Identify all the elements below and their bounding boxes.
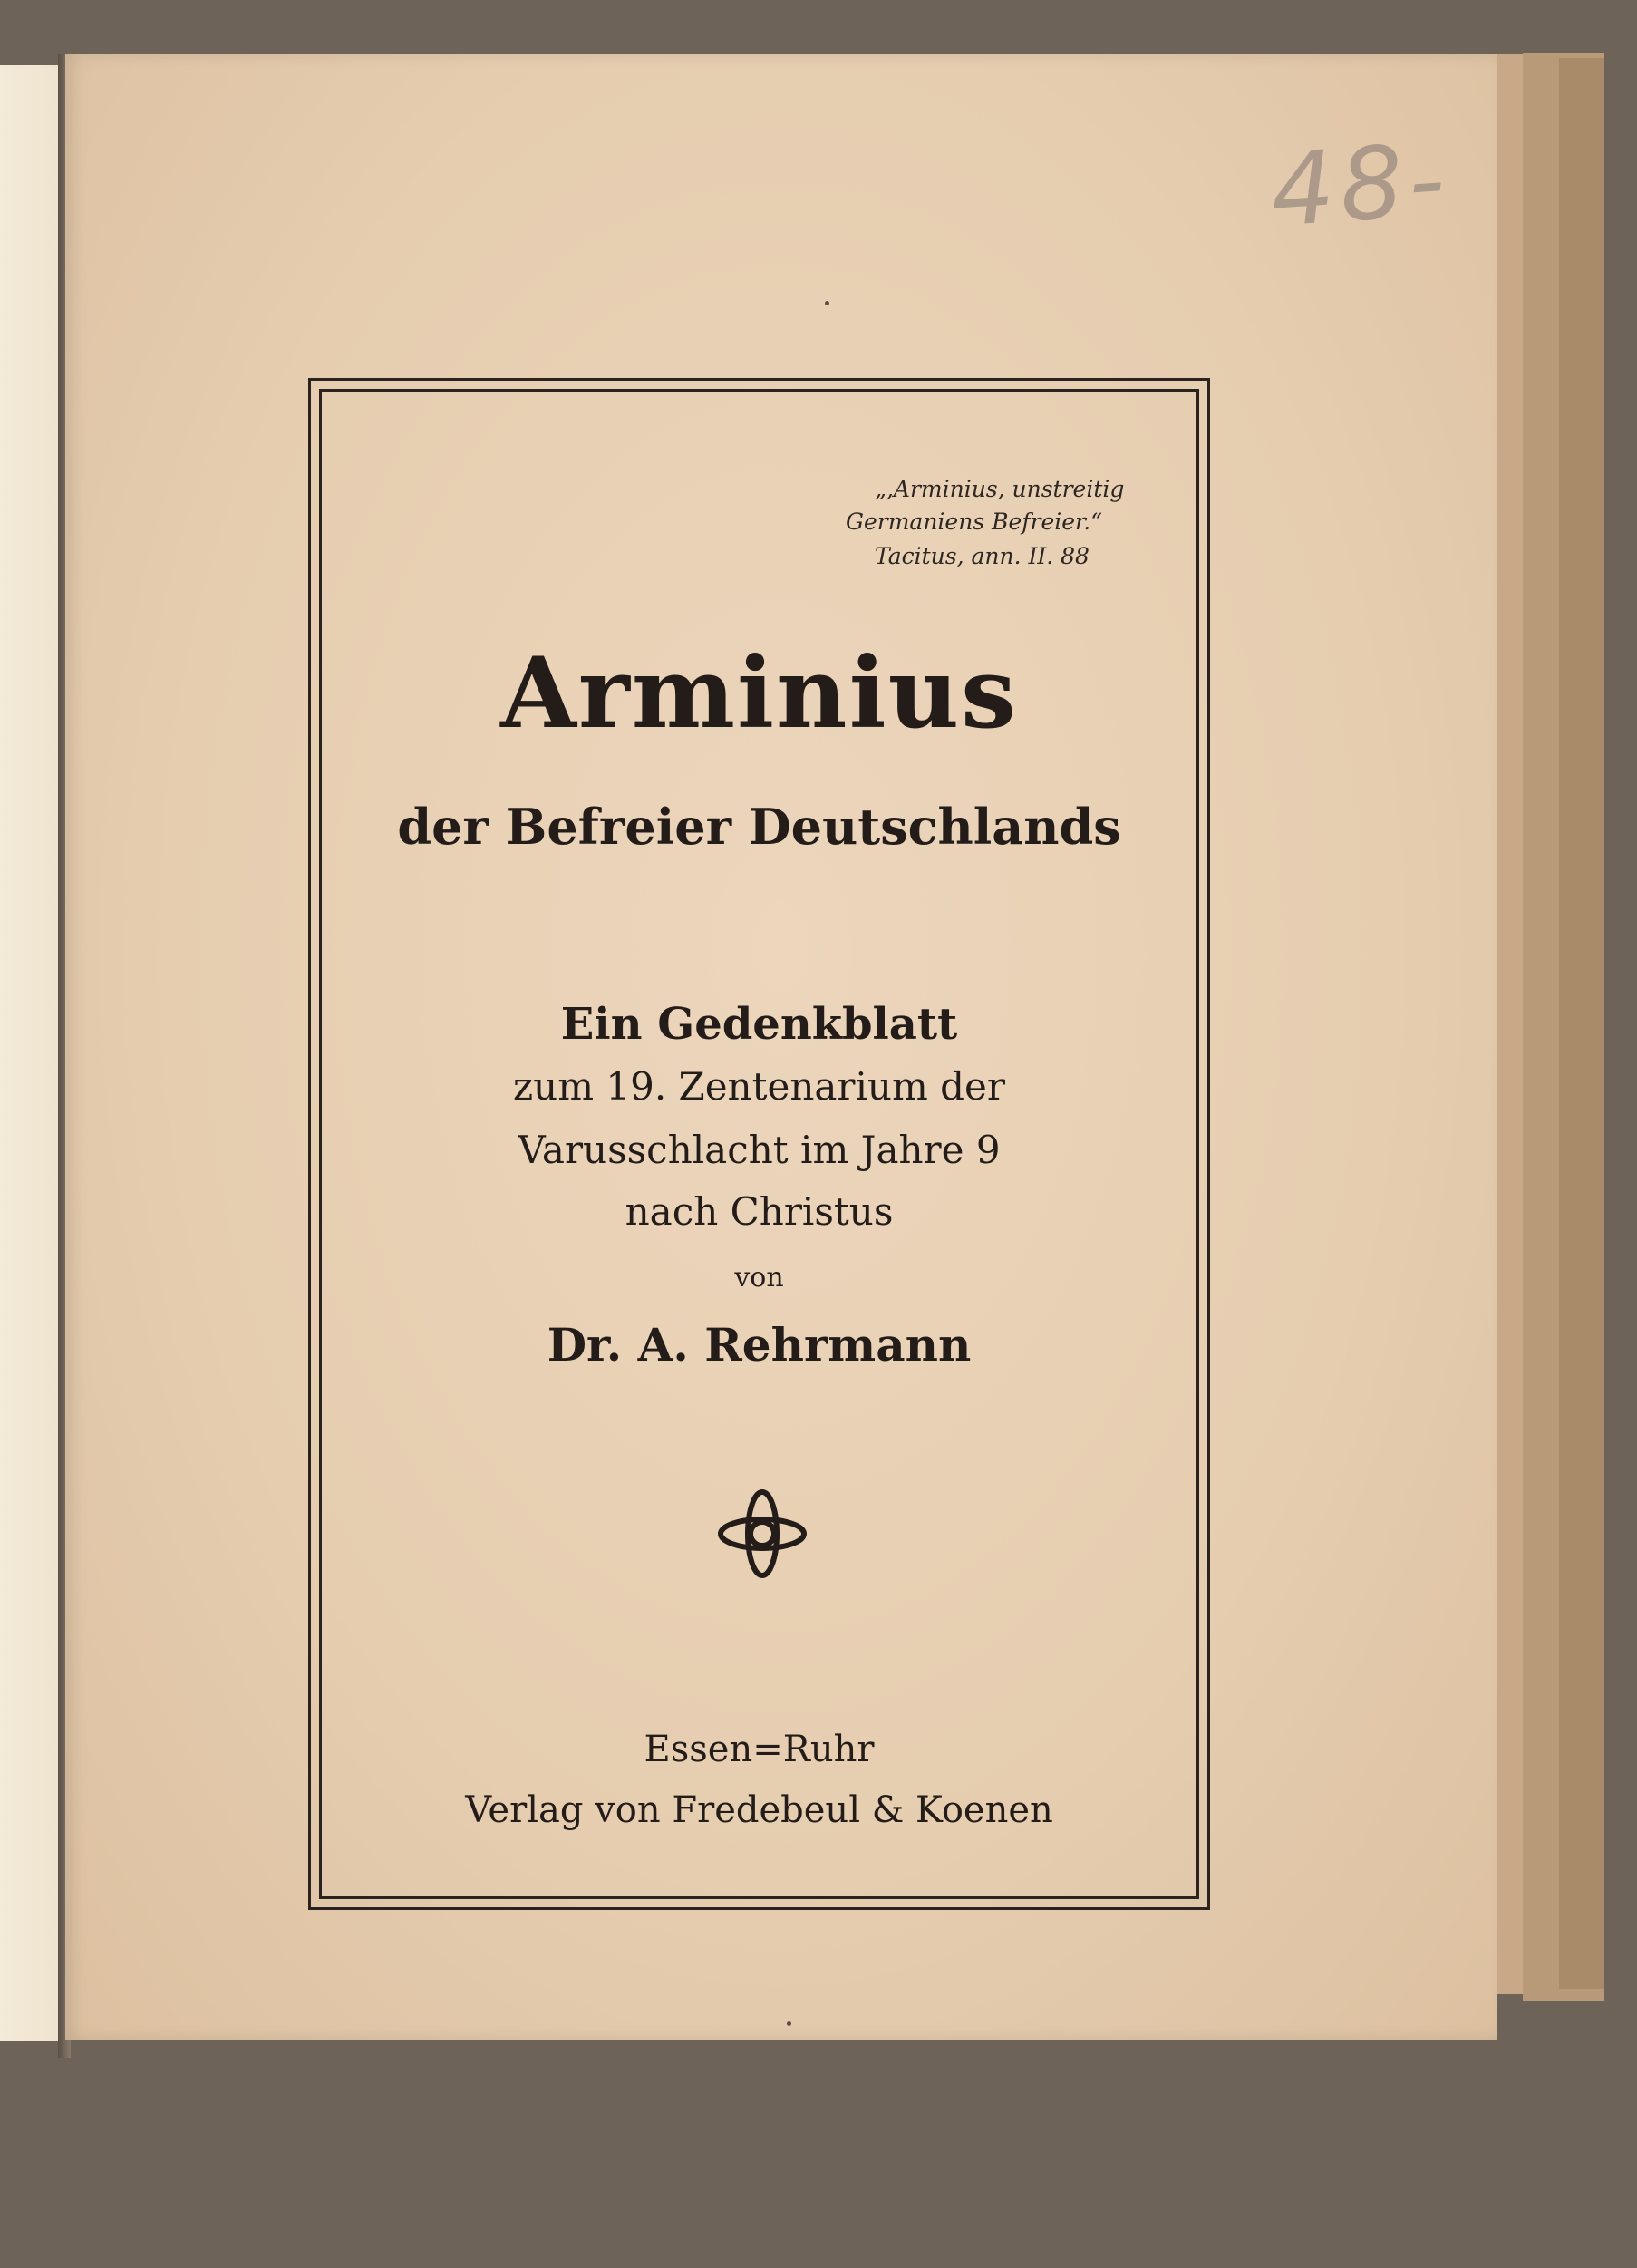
book-title: Arminius bbox=[500, 636, 1018, 751]
epigraph-source: Tacitus, ann. II. 88 bbox=[875, 543, 1090, 569]
paper-speck bbox=[787, 2021, 791, 2026]
quatrefoil-knot-icon bbox=[715, 1487, 809, 1581]
dedication-line-1: zum 19. Zentenarium der bbox=[513, 1064, 1005, 1109]
dedication-line-3: nach Christus bbox=[625, 1189, 894, 1234]
inner-border bbox=[319, 389, 1199, 1899]
dedication-line-2: Varusschlacht im Jahre 9 bbox=[518, 1128, 1001, 1172]
epigraph-line-1: „,Arminius, unstreitig bbox=[875, 476, 1125, 502]
publication-place: Essen=Ruhr bbox=[644, 1729, 875, 1770]
author-name: Dr. A. Rehrmann bbox=[547, 1318, 972, 1371]
page-edges-right-3 bbox=[1559, 58, 1604, 1989]
pencil-note: 48- bbox=[1266, 121, 1454, 249]
publisher: Verlag von Fredebeul & Koenen bbox=[465, 1789, 1053, 1831]
epigraph-line-2: Germaniens Befreier.“ bbox=[846, 509, 1102, 535]
title-page bbox=[65, 54, 1497, 2040]
dedication-heading: Ein Gedenkblatt bbox=[560, 999, 958, 1050]
paper-speck bbox=[825, 301, 829, 305]
book-subtitle: der Befreier Deutschlands bbox=[397, 798, 1121, 856]
by-line: von bbox=[734, 1262, 784, 1294]
